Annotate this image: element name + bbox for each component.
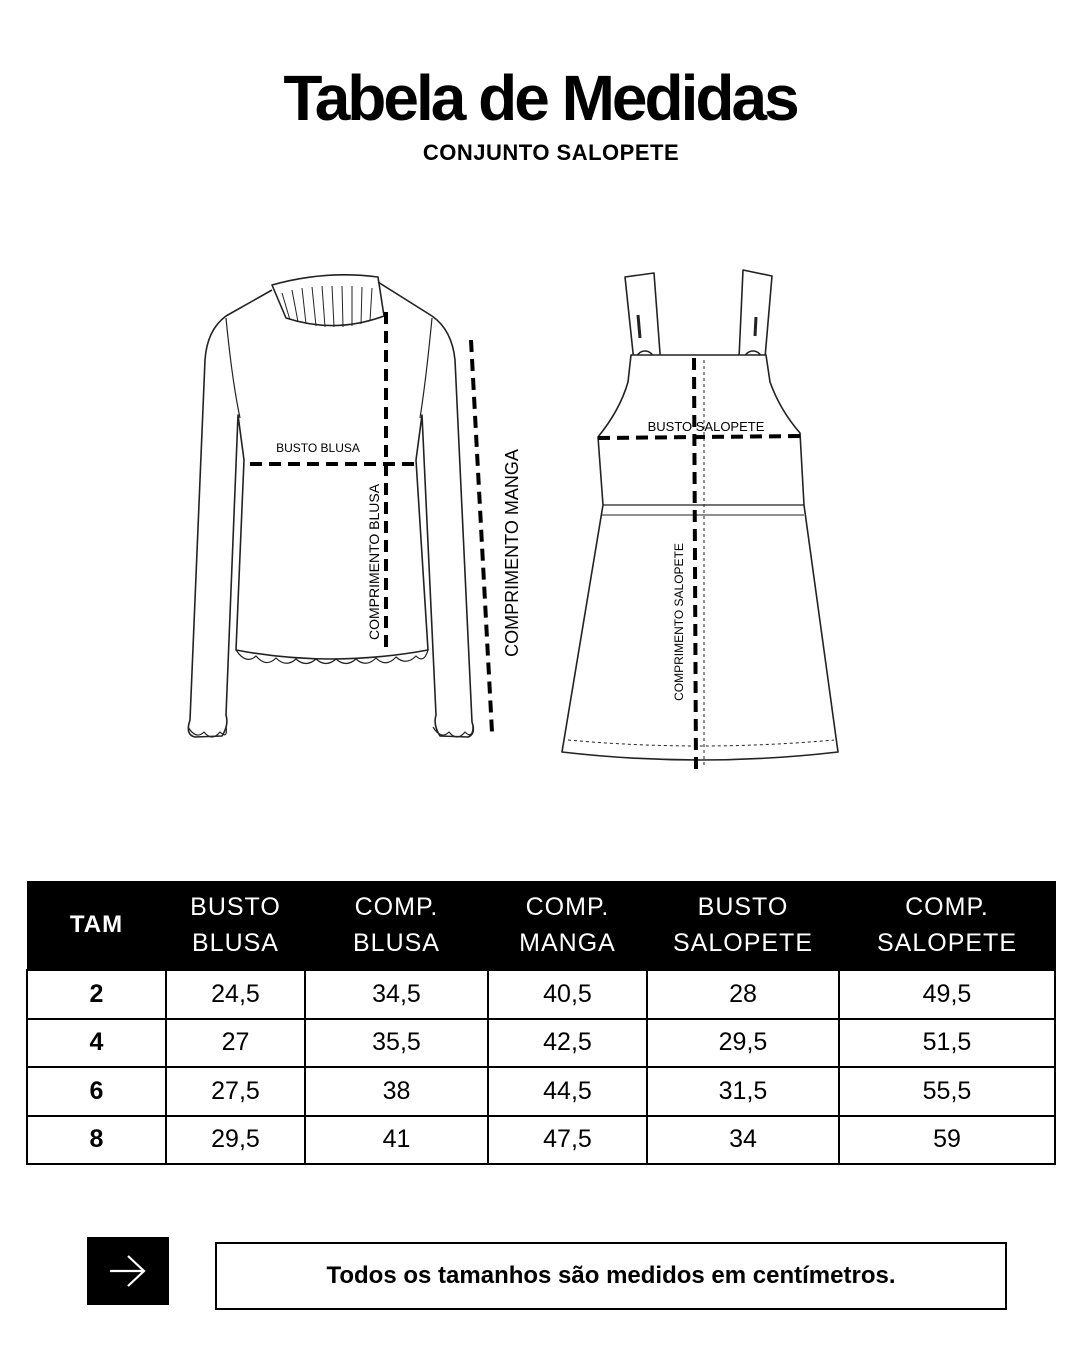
next-arrow-button[interactable]	[87, 1237, 169, 1305]
table-cell: 29,5	[647, 1019, 839, 1068]
table-cell: 51,5	[839, 1019, 1055, 1068]
sleeve-length-label: COMPRIMENTO MANGA	[502, 449, 522, 657]
header-comp-overall: COMP. SALOPETE	[839, 881, 1055, 970]
page-title: Tabela de Medidas	[283, 62, 797, 134]
garment-illustration	[0, 250, 1080, 820]
table-cell: 29,5	[166, 1116, 305, 1165]
table-cell: 31,5	[647, 1067, 839, 1116]
table-row	[27, 1019, 1055, 1068]
size-cell: 4	[27, 1019, 166, 1068]
size-cell: 2	[27, 970, 166, 1019]
table-cell: 40,5	[488, 970, 647, 1019]
table-row	[27, 1116, 1055, 1165]
overall-drawing	[562, 270, 838, 768]
table-header-row	[27, 881, 1055, 970]
units-note-text: Todos os tamanhos são medidos em centímetros.	[326, 1262, 896, 1289]
table-cell: 27	[166, 1019, 305, 1068]
table-cell: 49,5	[839, 970, 1055, 1019]
table-cell: 27,5	[166, 1067, 305, 1116]
table-cell: 42,5	[488, 1019, 647, 1068]
header-comp-blouse: COMP. BLUSA	[305, 881, 488, 970]
table-cell: 41	[305, 1116, 488, 1165]
header-comp-sleeve: COMP. MANGA	[488, 881, 647, 970]
header-bust-overall: BUSTO SALOPETE	[647, 881, 839, 970]
table-cell: 44,5	[488, 1067, 647, 1116]
size-cell: 8	[27, 1116, 166, 1165]
header-bust-blouse: BUSTO BLUSA	[166, 881, 305, 970]
table-cell: 34,5	[305, 970, 488, 1019]
table-row	[27, 1067, 1055, 1116]
table-cell: 38	[305, 1067, 488, 1116]
size-cell: 6	[27, 1067, 166, 1116]
overall-length-label: COMPRIMENTO SALOPETE	[672, 543, 686, 701]
header-size: TAM	[27, 881, 166, 970]
units-note	[215, 1242, 1007, 1310]
table-cell: 24,5	[166, 970, 305, 1019]
bust-blouse-label: BUSTO BLUSA	[276, 441, 360, 455]
table-cell: 35,5	[305, 1019, 488, 1068]
table-cell: 34	[647, 1116, 839, 1165]
table-cell: 47,5	[488, 1116, 647, 1165]
page-subtitle: CONJUNTO SALOPETE	[422, 140, 680, 165]
blouse-drawing	[188, 275, 473, 737]
arrow-right-icon	[106, 1253, 150, 1289]
bust-overall-label: BUSTO SALOPETE	[647, 419, 765, 434]
table-cell: 28	[647, 970, 839, 1019]
table-cell: 55,5	[839, 1067, 1055, 1116]
table-row	[27, 970, 1055, 1019]
table-cell: 59	[839, 1116, 1055, 1165]
size-table	[26, 881, 1056, 1165]
blouse-length-label: COMPRIMENTO BLUSA	[366, 483, 382, 641]
